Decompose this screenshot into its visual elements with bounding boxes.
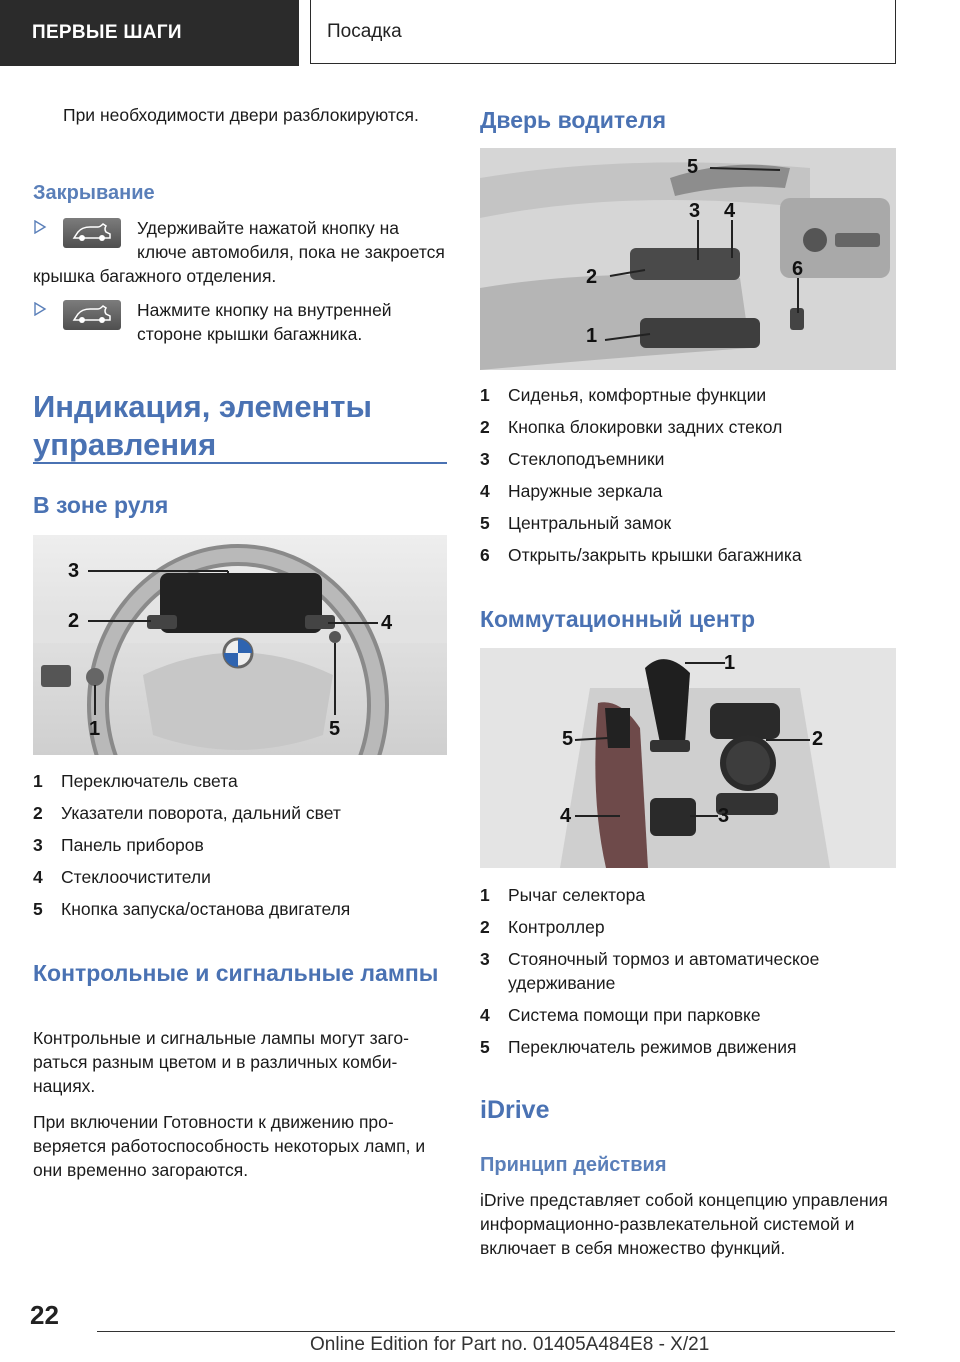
list-item: 3 Стояночный тормоз и автоматическое удерживание	[480, 949, 820, 993]
subsection-title: Посадка	[310, 0, 896, 64]
list-item: 6 Открыть/закрыть крышки багажника	[480, 545, 802, 565]
console-heading: Коммутационный центр	[480, 606, 756, 632]
list-item: 5 Центральный замок	[480, 513, 672, 533]
steering-callout-1: 1	[89, 718, 101, 740]
steering-legend	[33, 769, 447, 929]
lamps-paragraph-2: При включении Готовности к движению проверяется работоспособность некоторых ламп, и они временно загораются.	[33, 1112, 426, 1180]
footer-edition: Online Edition for Part no. 01405A484E8 - X/21	[310, 1334, 710, 1355]
triangle-bullet-icon	[33, 302, 47, 316]
list-item: 1 Сиденья, комфортные функции	[480, 385, 767, 405]
center-console-illustration	[480, 648, 896, 868]
door-callout-1: 1	[586, 325, 598, 347]
intro-text: При необходимости двери разблокируются.	[63, 105, 419, 125]
console-legend	[480, 883, 896, 1067]
door-callout-4: 4	[724, 200, 736, 222]
list-item: 5 Кнопка запуска/останова двигателя	[33, 899, 351, 919]
console-callout-4: 4	[560, 805, 572, 827]
triangle-bullet-icon	[33, 220, 47, 234]
closing-item-2	[33, 298, 447, 346]
lamps-heading: Контрольные и сигнальные лампы	[33, 960, 439, 986]
door-callout-6: 6	[792, 258, 804, 280]
heading-rule	[33, 462, 447, 464]
door-callout-3: 3	[689, 200, 701, 222]
idrive-heading: iDrive	[480, 1096, 550, 1124]
center-console-photo	[480, 648, 896, 868]
list-item: 3 Стеклоподъемники	[480, 449, 665, 469]
list-item: 4 Стеклоочистители	[33, 867, 211, 887]
steering-heading: В зоне руля	[33, 492, 169, 518]
console-callout-3: 3	[718, 805, 730, 827]
closing-heading: Закрывание	[33, 182, 155, 204]
door-callout-2: 2	[586, 266, 598, 288]
footer-rule	[97, 1331, 895, 1332]
list-item: 5 Переключатель режимов движения	[480, 1037, 797, 1057]
console-callout-2: 2	[812, 728, 824, 750]
steering-callout-2: 2	[68, 610, 80, 632]
list-item: 2 Указатели поворота, дальний свет	[33, 803, 341, 823]
list-item: 1 Рычаг селектора	[480, 885, 646, 905]
closing-item-2-text: Нажмите кнопку на внутренней стороне крышки багажника.	[137, 300, 392, 344]
steering-callout-4: 4	[381, 612, 393, 634]
car-trunk-key-icon	[63, 218, 121, 248]
section-tab: ПЕРВЫЕ ШАГИ	[0, 0, 299, 66]
door-callout-5: 5	[687, 156, 699, 178]
principle-heading: Принцип действия	[480, 1154, 667, 1176]
console-callout-5: 5	[562, 728, 574, 750]
list-item: 4 Система помощи при парковке	[480, 1005, 761, 1025]
door-heading: Дверь водителя	[480, 107, 666, 133]
console-callout-1: 1	[724, 652, 736, 674]
principle-text: iDrive представляет собой концепцию управления информационно-развлекательной системой и включает в себя множество функций.	[480, 1190, 888, 1258]
driver-door-photo	[480, 148, 896, 370]
page-number: 22	[30, 1300, 59, 1330]
driver-door-illustration	[480, 148, 896, 370]
closing-item-1	[33, 216, 447, 288]
door-legend	[480, 383, 896, 575]
steering-wheel-photo	[33, 535, 447, 755]
lamps-paragraph-1: Контрольные и сигнальные лампы могут загораться разным цветом и в различных комбинациях.	[33, 1028, 409, 1096]
list-item: 2 Контроллер	[480, 917, 605, 937]
car-trunk-button-icon	[63, 300, 121, 330]
steering-callout-5: 5	[329, 718, 341, 740]
list-item: 4 Наружные зеркала	[480, 481, 663, 501]
indicators-heading: Индикация, элементы управления	[33, 389, 372, 462]
steering-callout-3: 3	[68, 560, 80, 582]
closing-item-1-text: Удерживайте нажатой кнопку на ключе автомобиля, пока не закроется крышка багажного отделения.	[33, 218, 445, 286]
list-item: 3 Панель приборов	[33, 835, 204, 855]
list-item: 2 Кнопка блокировки задних стекол	[480, 417, 783, 437]
list-item: 1 Переключатель света	[33, 771, 238, 791]
